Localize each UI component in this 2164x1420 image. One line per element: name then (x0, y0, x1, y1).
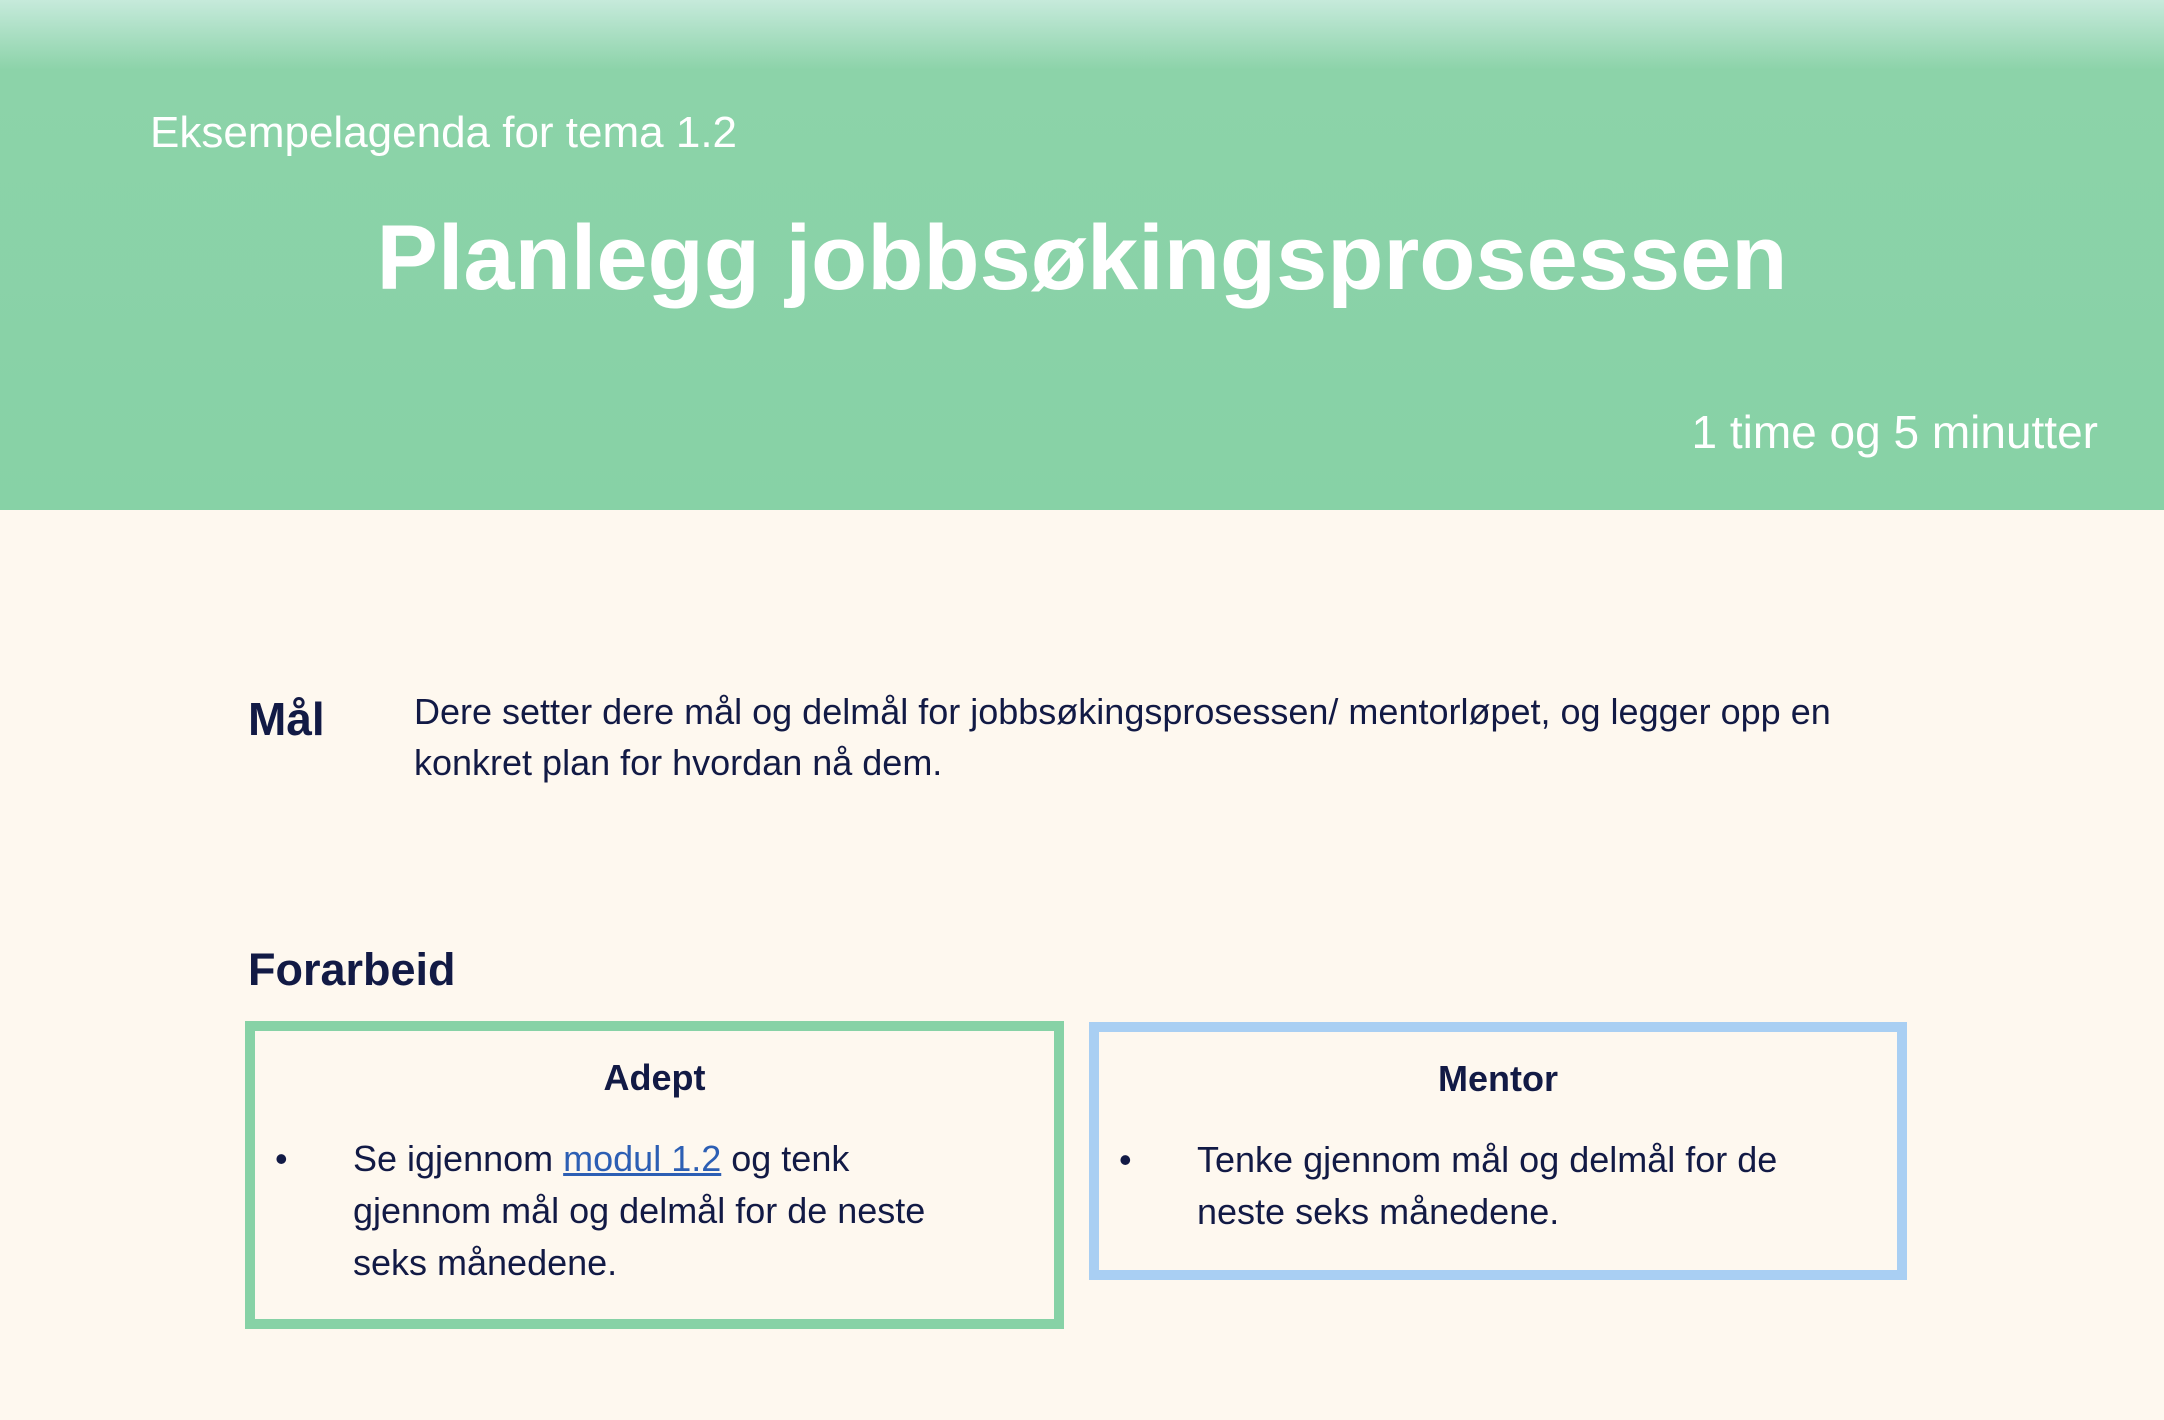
goal-text: Dere setter dere mål og delmål for jobbsøkingsprosessen/ mentorløpet, og legger opp en konkret plan for hvordan nå dem. (414, 691, 1831, 783)
list-item (275, 1133, 973, 1289)
goal-label: Mål (248, 693, 325, 745)
mentor-item-text: Tenke gjennom mål og delmål for de neste seks månedene. (1197, 1139, 1778, 1232)
header-banner (0, 0, 2164, 510)
adept-item-suffix: og tenk gjennom mål og delmål for de neste seks månedene. (353, 1138, 926, 1283)
bullet-icon: • (275, 1138, 288, 1179)
bullet-icon: • (1119, 1139, 1132, 1180)
list-item (1119, 1134, 1817, 1238)
adept-item-prefix: Se igjennom (353, 1138, 564, 1179)
adept-box (245, 1021, 1064, 1329)
mentor-box (1089, 1022, 1907, 1280)
adept-task-list (275, 1133, 973, 1289)
page-title: Planlegg jobbsøkingsprosessen (376, 207, 1788, 309)
module-link[interactable]: modul 1.2 (563, 1138, 722, 1179)
prep-heading: Forarbeid (248, 944, 456, 995)
mentor-box-title: Mentor (1438, 1058, 1558, 1099)
adept-box-title: Adept (603, 1057, 706, 1098)
agenda-subtitle: Eksempelagenda for tema 1.2 (150, 108, 738, 157)
duration-label: 1 time og 5 minutter (1691, 406, 2098, 458)
mentor-task-list (1119, 1134, 1817, 1238)
